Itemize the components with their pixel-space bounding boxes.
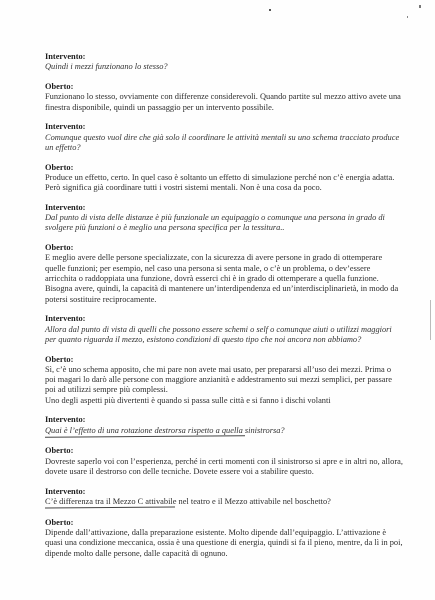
dialogue-block bbox=[45, 203, 403, 234]
speaker-label: Intervento: bbox=[45, 52, 86, 61]
speaker-label: Intervento: bbox=[45, 486, 86, 496]
question-text: Dal punto di vista delle distanze è più funzionale un equipaggio o comunque una persona in grado di svolgere più funzioni o è meglio una persona specifica per la tessitura.. bbox=[45, 213, 385, 233]
speaker-label: Oberto: bbox=[45, 517, 74, 527]
dialogue-block bbox=[45, 122, 403, 153]
answer-text: Funzionano lo stesso, ovviamente con differenze considerevoli. Quando partite sul mezzo attivo avete una finestra disponibile, quindi un passaggio per un intervento possibile. bbox=[45, 92, 401, 112]
dialogue-block bbox=[45, 314, 403, 345]
scan-speck bbox=[269, 9, 271, 11]
pen-underline bbox=[45, 507, 175, 509]
answer-text: Produce un effetto, certo. In quel caso è soltanto un effetto di simulazione perché non c’è energia adatta. Però significa già coordinare tutti i vostri sistemi mentali. Non è una cosa da poco. bbox=[45, 172, 395, 193]
speaker-label: Intervento: bbox=[45, 122, 86, 132]
dialogue-block bbox=[45, 82, 403, 113]
speaker-label: Intervento: bbox=[45, 314, 86, 324]
dialogue-block bbox=[45, 355, 403, 406]
dialogue-block bbox=[45, 446, 403, 477]
scan-edge-shadow bbox=[430, 300, 431, 340]
question-text: Comunque questo vuol dire che già solo il coordinare le attività mentali su uno schema tracciato produce un effetto? bbox=[45, 132, 400, 152]
speaker-label: Oberto: bbox=[45, 354, 74, 364]
speaker-label: Intervento: bbox=[45, 415, 86, 425]
answer-text: E meglio avere delle persone specializzate, con la sicurezza di avere persone in grado di ottemperare quelle funzioni; per esempio, nel caso una persona si senta male, o c’è un problema, o dev’essere arricchita o raddoppiata una funzione, dovrà esserci chi è in grado di ottemperare a quella funzione. Bisogna avere, quindi, la capacità di mantenere un’interdipendenza ed un’interdisciplinarietà, in modo da potersi sostituire reciprocamente. bbox=[45, 253, 399, 304]
question-text: Allora dal punto di vista di quelli che possono essere schemi o self o comunque aiuti o utilizzi maggiori per quanto riguarda il mezzo, esistono condizioni di questo tipo che noi ancora non abbiamo? bbox=[45, 324, 392, 344]
speaker-label: Oberto: bbox=[45, 243, 74, 253]
dialogue-block bbox=[45, 52, 403, 73]
speaker-label: Oberto: bbox=[45, 162, 74, 172]
dialogue-block bbox=[45, 487, 403, 509]
speaker-label: Oberto: bbox=[45, 446, 74, 456]
scan-speck bbox=[419, 5, 421, 8]
question-text: C’è differenza tra il Mezzo C attivabile nel teatro e il Mezzo attivabile nel boschetto? bbox=[45, 497, 331, 506]
question-text: Quai è l’effetto di una rotazione destrorsa rispetto a quella sinistrorsa? bbox=[45, 425, 285, 435]
dialogue-block bbox=[45, 415, 403, 437]
answer-text: Dovreste saperlo voi con l’esperienza, perché in certi momenti con il sinistrorso si apre e in altri no, allora, dovete usare il destrorso con delle tecniche. Dovete essere voi a stabilire questo. bbox=[45, 456, 403, 477]
pen-underline bbox=[45, 435, 245, 437]
answer-text: Dipende dall’attivazione, dalla preparazione esistente. Molto dipende dall’equipaggio. L’attivazione è quasi una condizione meccanica, ossia è una questione di energia, quindi si fa il pieno, mentre, da lì in poi, dipende molto dalle persone, dalle capacità di ognuno. bbox=[45, 527, 403, 558]
transcript-body bbox=[45, 52, 403, 568]
dialogue-block bbox=[45, 243, 403, 305]
speaker-label: Intervento: bbox=[45, 202, 86, 212]
scan-speck bbox=[407, 16, 408, 18]
answer-text: Sì, c’è uno schema apposito, che mi pare non avete mai usato, per prepararsi all’uso dei mezzi. Prima o poi magari lo darò alle persone con maggiore anzianità e addestramento sui mezzi semplici, per passare poi ad utilizzi sempre più complessi. Uno degli aspetti più divertenti è quando si passa sulle città e si fanno i dischi volanti bbox=[45, 364, 392, 405]
question-text: Quindi i mezzi funzionano lo stesso? bbox=[45, 62, 168, 72]
dialogue-block bbox=[45, 163, 403, 194]
dialogue-block bbox=[45, 518, 403, 559]
speaker-label: Oberto: bbox=[45, 81, 74, 91]
